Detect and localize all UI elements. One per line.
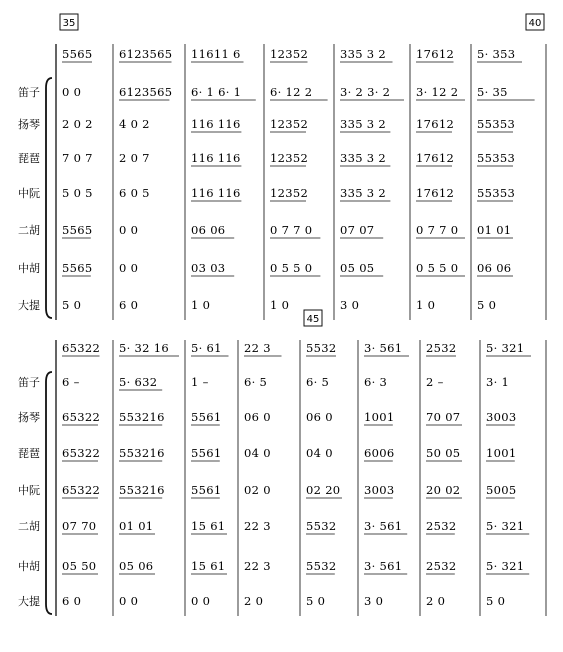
instrument-part [18, 446, 516, 461]
part-measure: 06 06 [191, 223, 226, 237]
melody-measure: 6123565 [119, 47, 173, 61]
part-measure: 1 0 [191, 298, 211, 312]
part-measure: 3· 1 [486, 375, 510, 389]
score-system [18, 310, 546, 616]
part-measure: 6· 12 2 [270, 85, 313, 99]
part-measure: 05 06 [119, 559, 154, 573]
part-measure: 3· 2 3· 2 [340, 85, 391, 99]
part-measure: 5565 [62, 223, 93, 237]
part-measure: 6 0 5 [119, 186, 150, 200]
melody-measure: 12352 [270, 47, 309, 61]
part-measure: 553216 [119, 483, 165, 497]
part-measure: 0 0 [62, 85, 82, 99]
part-measure: 1 0 [416, 298, 436, 312]
melody-line [62, 341, 531, 356]
part-measure: 1 – [191, 375, 209, 389]
part-measure: 0 0 [119, 261, 139, 275]
instrument-label: 笛子 [18, 376, 40, 389]
instrument-label: 扬琴 [18, 411, 40, 424]
part-measure: 3· 561 [364, 519, 403, 533]
part-measure: 5· 35 [477, 85, 508, 99]
melody-line [62, 47, 522, 62]
part-measure: 5 0 [477, 298, 497, 312]
instrument-part [18, 261, 513, 276]
part-measure: 6· 1 6· 1 [191, 85, 242, 99]
part-measure: 4 0 2 [119, 117, 150, 131]
part-measure: 0 5 5 0 [416, 261, 459, 275]
part-measure: 116 116 [191, 186, 241, 200]
part-measure: 2532 [426, 519, 457, 533]
part-measure: 02 20 [306, 483, 341, 497]
part-measure: 5561 [191, 446, 222, 460]
part-measure: 65322 [62, 446, 101, 460]
part-measure: 5 0 [62, 298, 82, 312]
part-measure: 116 116 [191, 151, 241, 165]
melody-measure: 17612 [416, 47, 455, 61]
melody-measure: 65322 [62, 341, 101, 355]
part-measure: 12352 [270, 117, 309, 131]
part-measure: 6· 3 [364, 375, 388, 389]
instrument-part [18, 410, 516, 425]
part-measure: 3003 [364, 483, 395, 497]
part-measure: 335 3 2 [340, 117, 386, 131]
instrument-label: 琵琶 [18, 152, 40, 165]
instrument-label: 大提 [18, 595, 40, 608]
part-measure: 6 0 [62, 594, 82, 608]
part-measure: 70 07 [426, 410, 461, 424]
part-measure: 15 61 [191, 519, 226, 533]
part-measure: 335 3 2 [340, 151, 386, 165]
part-measure: 06 0 [306, 410, 333, 424]
part-measure: 0 0 [119, 594, 139, 608]
part-measure: 6 0 [119, 298, 139, 312]
part-measure: 15 61 [191, 559, 226, 573]
part-measure: 3 0 [364, 594, 384, 608]
instrument-label: 琵琶 [18, 447, 40, 460]
part-measure: 3003 [486, 410, 517, 424]
part-measure: 6006 [364, 446, 395, 460]
melody-measure: 5· 32 16 [119, 341, 169, 355]
instrument-label: 中阮 [18, 484, 40, 497]
part-measure: 5· 321 [486, 519, 525, 533]
instrument-part [18, 117, 515, 132]
part-measure: 17612 [416, 151, 455, 165]
part-measure: 2532 [426, 559, 457, 573]
melody-measure: 5532 [306, 341, 337, 355]
part-measure: 04 0 [244, 446, 271, 460]
part-measure: 03 03 [191, 261, 226, 275]
part-measure: 05 50 [62, 559, 97, 573]
part-measure: 2 0 2 [62, 117, 93, 131]
part-measure: 5532 [306, 519, 337, 533]
instrument-part [18, 151, 515, 166]
melody-measure: 11611 6 [191, 47, 241, 61]
instrument-label: 二胡 [18, 520, 40, 533]
melody-measure: 5· 353 [477, 47, 516, 61]
instrument-part [18, 559, 529, 574]
part-measure: 5561 [191, 483, 222, 497]
part-measure: 22 3 [244, 559, 271, 573]
part-measure: 07 70 [62, 519, 97, 533]
part-measure: 6123565 [119, 85, 173, 99]
instrument-part [18, 519, 529, 534]
instrument-part [18, 223, 513, 238]
system-bracket [46, 78, 52, 318]
part-measure: 12352 [270, 186, 309, 200]
melody-measure: 5· 61 [191, 341, 222, 355]
part-measure: 0 0 [191, 594, 211, 608]
instrument-part [18, 483, 516, 498]
part-measure: 17612 [416, 117, 455, 131]
part-measure: 22 3 [244, 519, 271, 533]
part-measure: 3 0 [340, 298, 360, 312]
melody-measure: 5565 [62, 47, 93, 61]
part-measure: 50 05 [426, 446, 461, 460]
part-measure: 07 07 [340, 223, 375, 237]
part-measure: 553216 [119, 410, 165, 424]
part-measure: 06 0 [244, 410, 271, 424]
part-measure: 5 0 [306, 594, 326, 608]
part-measure: 2 0 [244, 594, 264, 608]
instrument-part [18, 85, 535, 100]
part-measure: 2 0 7 [119, 151, 150, 165]
instrument-label: 二胡 [18, 224, 40, 237]
part-measure: 12352 [270, 151, 309, 165]
part-measure: 2 – [426, 375, 444, 389]
part-measure: 0 0 [119, 223, 139, 237]
part-measure: 20 02 [426, 483, 461, 497]
melody-measure: 22 3 [244, 341, 271, 355]
rehearsal-mark [304, 310, 322, 326]
melody-measure: 2532 [426, 341, 457, 355]
part-measure: 5561 [191, 410, 222, 424]
part-measure: 01 01 [119, 519, 154, 533]
instrument-label: 大提 [18, 299, 40, 312]
system-bracket [46, 372, 52, 614]
part-measure: 1 0 [270, 298, 290, 312]
melody-measure: 5· 321 [486, 341, 525, 355]
part-measure: 5 0 5 [62, 186, 93, 200]
instrument-part [18, 594, 505, 608]
instrument-part [18, 186, 515, 201]
part-measure: 55353 [477, 151, 516, 165]
part-measure: 5532 [306, 559, 337, 573]
part-measure: 65322 [62, 410, 101, 424]
instrument-label: 中胡 [18, 262, 40, 275]
part-measure: 553216 [119, 446, 165, 460]
part-measure: 05 05 [340, 261, 375, 275]
part-measure: 1001 [486, 446, 517, 460]
instrument-part [18, 298, 496, 312]
melody-measure: 335 3 2 [340, 47, 386, 61]
part-measure: 7 0 7 [62, 151, 93, 165]
part-measure: 6 – [62, 375, 80, 389]
part-measure: 335 3 2 [340, 186, 386, 200]
part-measure: 6· 5 [244, 375, 268, 389]
part-measure: 0 5 5 0 [270, 261, 313, 275]
part-measure: 06 06 [477, 261, 512, 275]
instrument-label: 中胡 [18, 560, 40, 573]
instrument-label: 扬琴 [18, 118, 40, 131]
part-measure: 5005 [486, 483, 517, 497]
part-measure: 3· 561 [364, 559, 403, 573]
part-measure: 17612 [416, 186, 455, 200]
part-measure: 04 0 [306, 446, 333, 460]
rehearsal-mark [60, 14, 78, 30]
part-measure: 1001 [364, 410, 395, 424]
part-measure: 0 7 7 0 [416, 223, 459, 237]
part-measure: 55353 [477, 186, 516, 200]
part-measure: 65322 [62, 483, 101, 497]
part-measure: 3· 12 2 [416, 85, 459, 99]
instrument-part [18, 375, 509, 390]
instrument-label: 笛子 [18, 86, 40, 99]
rehearsal-mark [526, 14, 544, 30]
rehearsal-mark-label: 45 [306, 314, 320, 325]
melody-measure: 3· 561 [364, 341, 403, 355]
part-measure: 5565 [62, 261, 93, 275]
part-measure: 5 0 [486, 594, 506, 608]
part-measure: 55353 [477, 117, 516, 131]
instrument-label: 中阮 [18, 187, 40, 200]
part-measure: 02 0 [244, 483, 271, 497]
score-system [18, 14, 546, 320]
part-measure: 01 01 [477, 223, 512, 237]
part-measure: 0 7 7 0 [270, 223, 313, 237]
part-measure: 5· 632 [119, 375, 158, 389]
part-measure: 5· 321 [486, 559, 525, 573]
rehearsal-mark-label: 35 [62, 18, 76, 29]
part-measure: 116 116 [191, 117, 241, 131]
rehearsal-mark-label: 40 [528, 18, 542, 29]
part-measure: 2 0 [426, 594, 446, 608]
part-measure: 6· 5 [306, 375, 330, 389]
